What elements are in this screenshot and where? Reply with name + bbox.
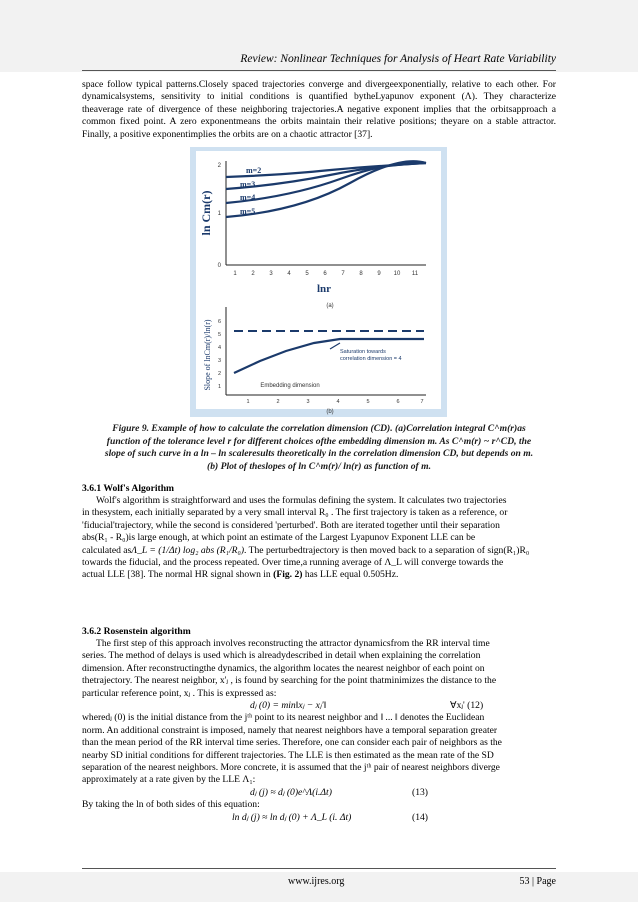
equation-13: dⱼ (j) ≈ dⱼ (0)e^Λ(i.Δt)	[250, 786, 332, 798]
caption-line: slope of such curve in a ln – ln scaleresults theoretically in the correlation dimension CD, but depends on m.	[104, 448, 534, 460]
panel-b-xtick: 1	[246, 399, 250, 405]
panel-a-xtick: 1	[233, 271, 237, 277]
figure-background	[196, 151, 441, 409]
curve-label: m=4	[240, 193, 256, 202]
annotation-text: Saturation towards	[340, 349, 386, 355]
section-heading-rosenstein: 3.6.2 Rosenstein algorithm	[82, 626, 191, 637]
panel-b-ylabel: Slope of lnCm(r)/ln(r)	[203, 319, 212, 391]
panel-b-ytick: 5	[217, 332, 221, 338]
panel-b-xtick: 5	[366, 399, 370, 405]
running-title: Review: Nonlinear Techniques for Analysis of Heart Rate Variability	[240, 53, 556, 65]
caption-line: function of the tolerance level r for different choices ofthe embedding dimension m. As C^m(r) ~ r^CD, the	[106, 435, 532, 447]
curve-label: m=5	[240, 207, 256, 216]
panel-a-xtick: 2	[251, 271, 255, 277]
panel-a-ytick: 2	[217, 163, 221, 169]
panel-b-xtick: 6	[396, 399, 400, 405]
panel-b-xtick: 2	[276, 399, 280, 405]
intro-paragraph: space follow typical patterns.Closely spaced trajectories converge and divergeexponentially, relative to each other. For dynamicalsystems, sensitivity to initial conditions is quantified bytheLyapunov exponent (Λ). They characterize theaverage rate of divergence of these neighboring trajectories.A negative exponent implies that the orbitsapproach a common fixed point. A zero exponentmeans the orbits maintain their relative positions; theyare on a stable attractor. Finally, a positive exponentimplies the orbits are on a chaotic attractor [37].	[82, 79, 556, 140]
panel-b-tag: (b)	[326, 409, 334, 415]
panel-a-ylabel: ln Cm(r)	[199, 190, 213, 236]
panel-a-xtick: 5	[305, 271, 309, 277]
equation-12: dⱼ (0) = min‖xⱼ − xⱼ'‖	[250, 700, 327, 712]
panel-b-xtick: 7	[420, 399, 424, 405]
panel-a-ytick: 1	[217, 211, 221, 217]
curve-label: m=3	[240, 180, 256, 189]
panel-a-xtick: 11	[411, 271, 419, 277]
panel-b-ytick: 3	[217, 358, 221, 364]
page-number: 53 | Page	[519, 876, 556, 887]
panel-a-xtick: 10	[393, 271, 401, 277]
figure-caption	[82, 423, 556, 473]
rosenstein-paragraph: The first step of this approach involves reconstructing the attractor dynamicsfrom the RR interval time series. The method of delays is used which is alreadydescribed in detail when explaining the correlation dimension. After reconstructingthe dynamics, the algorithm locates the nearest neighbor of each point on thetrajectory. The nearest neighbor, x'ⱼ , is found by searching for the point thatminimizes the distance to the particular reference point, xⱼ . This is expressed as: dⱼ (0) = min‖xⱼ − xⱼ'‖ ∀xⱼ' (12) wheredⱼ (0) is the initial distance from the jᵗʰ point to its nearest neighbor and ‖ ... ‖ denotes the Euclidean norm. An additional constraint is imposed, namely that nearest neighbors have a temporal separation greater than the mean period of the RR interval time series. Therefore, one can consider each pair of neighbors as the nearby SD initial conditions for different trajectories. The LLE is then estimated as the mean rate of the SD separation of the nearest neighbors. More concrete, it is assumed that the jᵗʰ pair of nearest neighbors diverge approximately at a rate given by the LLE Λ₁: dⱼ (j) ≈ dⱼ (0)e^Λ(i.Δt) (13) By taking the ln of both sides of this equation: ln dⱼ (j) ≈ ln dⱼ (0) + Λ_L (i. Δt) (14)	[82, 638, 502, 823]
fig-ref: (Fig. 2)	[273, 569, 303, 581]
equation-14: ln dⱼ (j) ≈ ln dⱼ (0) + Λ_L (i. Δt)	[232, 811, 352, 823]
panel-b-ytick: 6	[217, 319, 221, 325]
equation-13-tag: (13)	[412, 786, 428, 798]
panel-b-xtick: 3	[306, 399, 310, 405]
journal-site: www.ijres.org	[288, 876, 345, 887]
panel-a-xtick: 4	[287, 271, 291, 277]
figure-9	[190, 147, 447, 417]
panel-a-xtick: 7	[341, 271, 345, 277]
section-heading-wolf: 3.6.1 Wolf's Algorithm	[82, 483, 175, 494]
wolf-paragraph: Wolf's algorithm is straightforward and uses the formulas defining the system. It calculates two trajectories in thesystem, each initially separated by a very small interval R₀ . The first trajectory is taken as a reference, or 'fiducial'trajectory, while the second is considered 'perturbed'. Both are iterated together until their separation abs(R₁ - R₀)is large enough, at which point an estimate of the Largest Lyapunov Exponent LLE can be calculated asΛ_L = (1/Δt) log₂ abs (R₁/R₀). The perturbedtrajectory is then moved back to a separation of sign(R₁)R₀ towards the fiducial, and the process repeated. Over time,a running average of Λ_L will converge towards the actual LLE [38]. The normal HR signal shown in (Fig. 2) has LLE equal 0.505Hz.	[82, 495, 530, 581]
panel-b-xlabel: Embedding dimension	[260, 383, 320, 389]
panel-b-ytick: 1	[217, 384, 221, 390]
panel-b-ytick: 4	[217, 345, 221, 351]
panel-a-xtick: 9	[377, 271, 381, 277]
panel-a-xtick: 8	[359, 271, 363, 277]
curve-label: m=2	[246, 166, 262, 175]
header-rule	[82, 70, 556, 71]
panel-a-xtick: 6	[323, 271, 327, 277]
panel-a-ytick: 0	[217, 263, 221, 269]
annotation-text: correlation dimension = 4	[340, 356, 402, 362]
equation-12-tag: ∀xⱼ' (12)	[450, 700, 484, 712]
panel-a-xtick: 3	[269, 271, 273, 277]
panel-b-xtick: 4	[336, 399, 340, 405]
panel-b-ytick: 2	[217, 371, 221, 377]
panel-a-xlabel: lnr	[316, 283, 332, 295]
caption-line: Figure 9. Example of how to calculate the correlation dimension (CD). (a)Correlation integral C^m(r)as	[112, 423, 526, 434]
equation-14-tag: (14)	[412, 811, 428, 823]
lle-formula: Λ_L = (1/Δt) log₂ abs (R₁/R₀)	[131, 544, 245, 556]
panel-a-tag: (a)	[326, 303, 334, 309]
caption-line: (b) Plot of theslopes of ln C^m(r)/ ln(r) as function of m.	[207, 460, 431, 472]
footer-rule	[82, 868, 556, 869]
